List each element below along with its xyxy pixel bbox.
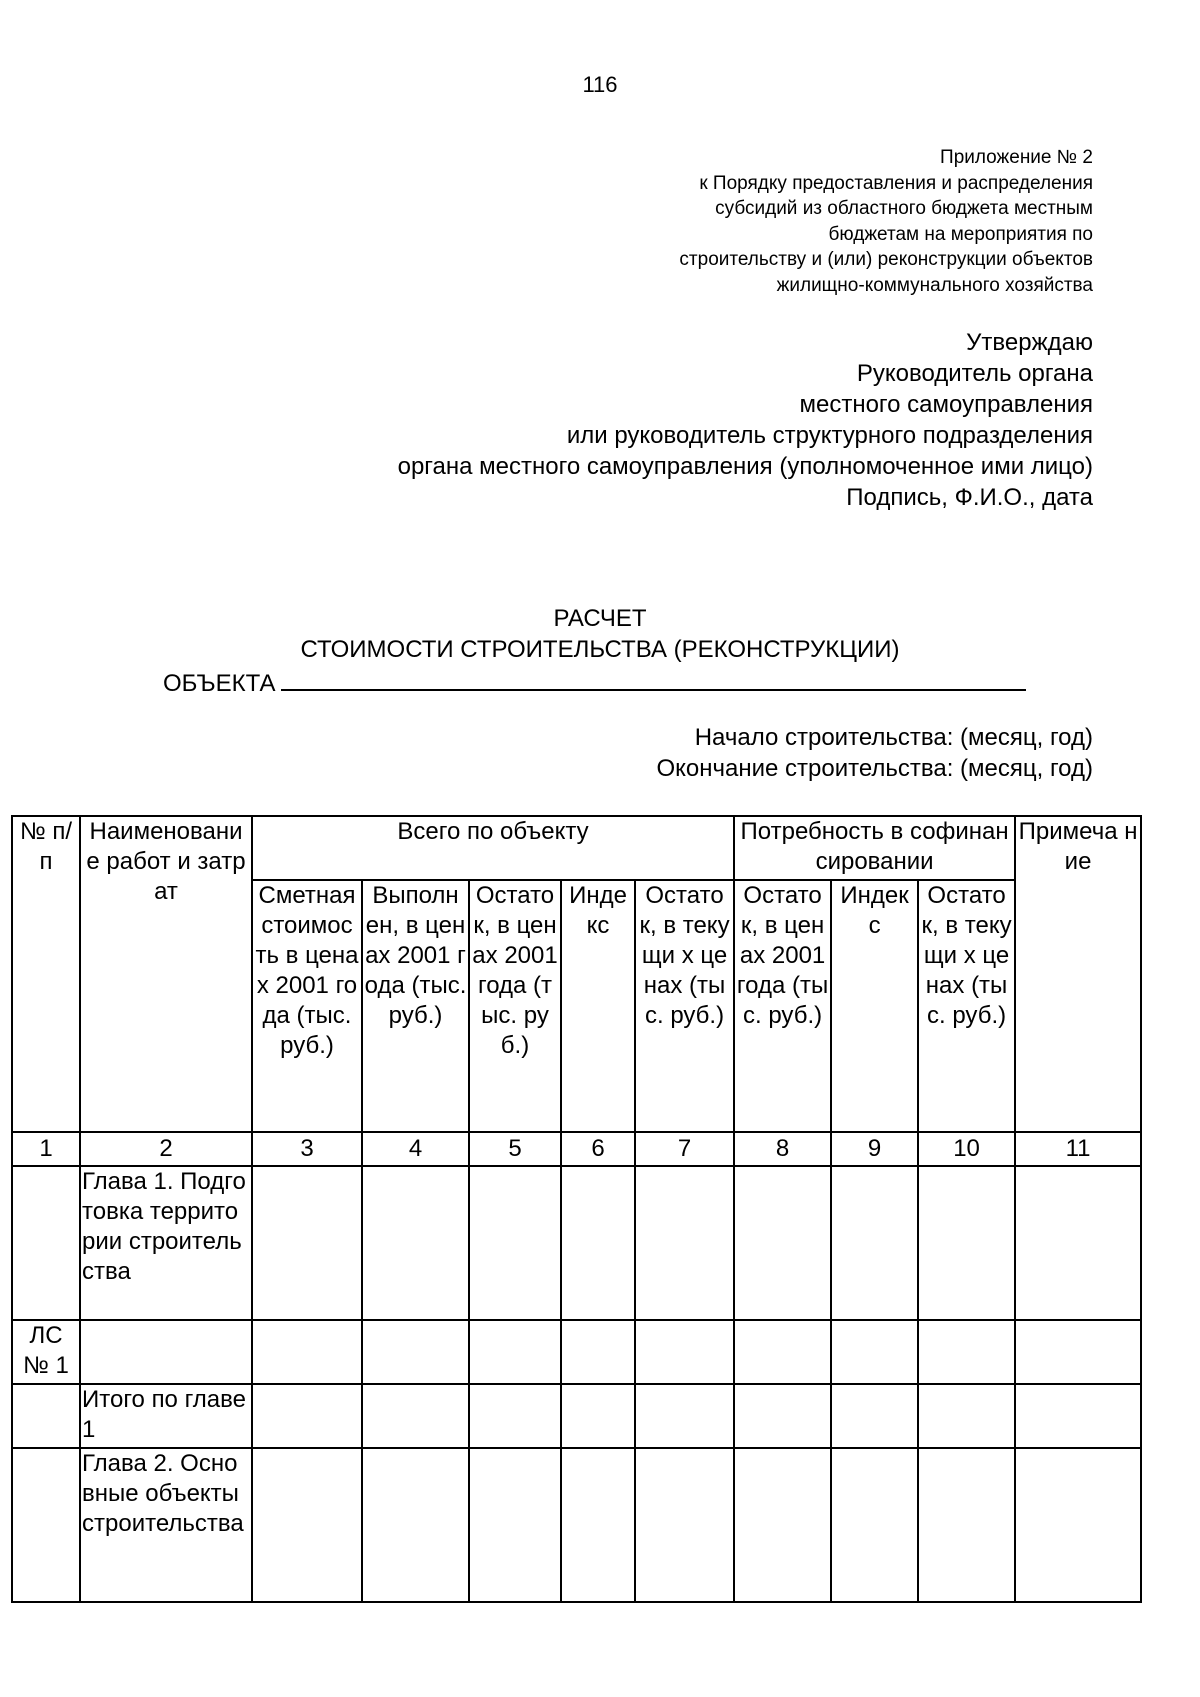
empty-cell <box>635 1384 734 1448</box>
empty-cell <box>918 1320 1015 1384</box>
empty-cell <box>831 1448 918 1602</box>
empty-cell <box>469 1384 561 1448</box>
empty-cell <box>252 1384 362 1448</box>
approval-line: или руководитель структурного подразделения <box>566 422 1093 449</box>
header-num: № п/п <box>12 816 80 1132</box>
column-number: 2 <box>80 1132 252 1166</box>
empty-cell <box>469 1448 561 1602</box>
row-name: Глава 1. Подготовка территории строительства <box>80 1166 252 1320</box>
approval-line: Подпись, Ф.И.О., дата <box>846 484 1093 511</box>
start-date: Начало строительства: (месяц, год) <box>694 724 1093 751</box>
empty-cell <box>252 1320 362 1384</box>
approval-line: Руководитель органа <box>856 360 1093 387</box>
approval-line: местного самоуправления <box>799 391 1093 418</box>
page-number: 116 <box>582 72 618 97</box>
empty-cell <box>635 1448 734 1602</box>
empty-cell <box>561 1166 635 1320</box>
header-note: Примеча ние <box>1015 816 1141 1132</box>
column-number: 8 <box>734 1132 831 1166</box>
object-label: ОБЪЕКТА <box>163 670 276 697</box>
column-number: 3 <box>252 1132 362 1166</box>
column-number: 4 <box>362 1132 469 1166</box>
object-field <box>163 665 1026 699</box>
column-number: 6 <box>561 1132 635 1166</box>
row-name: Итого по главе 1 <box>80 1384 252 1448</box>
empty-cell <box>1015 1384 1141 1448</box>
empty-cell <box>1015 1166 1141 1320</box>
row-name: Глава 2. Основные объекты строительства <box>80 1448 252 1602</box>
empty-cell <box>362 1166 469 1320</box>
header-c4: Выполн ен, в ценах 2001 года (тыс. руб.) <box>362 880 469 1132</box>
appendix-line: Приложение № 2 <box>940 147 1093 168</box>
approval-line: Утверждаю <box>966 329 1093 356</box>
title-line-1: РАСЧЕТ <box>553 605 647 632</box>
empty-cell <box>561 1384 635 1448</box>
empty-cell <box>831 1320 918 1384</box>
column-number: 10 <box>918 1132 1015 1166</box>
table-row <box>12 1166 1141 1320</box>
row-num <box>12 1166 80 1320</box>
row-num <box>12 1448 80 1602</box>
row-num: ЛС № 1 <box>12 1320 80 1384</box>
table-row <box>12 1320 1141 1384</box>
empty-cell <box>1015 1320 1141 1384</box>
appendix-line: к Порядку предоставления и распределения <box>699 172 1093 194</box>
header-cofin-group: Потребность в софинансировании <box>734 816 1015 880</box>
column-number-row <box>12 1132 1141 1166</box>
construction-dates <box>656 722 1093 784</box>
approval-block <box>398 327 1093 513</box>
header-name: Наименовани е работ и затрат <box>80 816 252 1132</box>
column-number: 7 <box>635 1132 734 1166</box>
empty-cell <box>734 1384 831 1448</box>
empty-cell <box>831 1166 918 1320</box>
document-title <box>0 603 1200 665</box>
row-num <box>12 1384 80 1448</box>
empty-cell <box>918 1448 1015 1602</box>
column-number: 1 <box>12 1132 80 1166</box>
empty-cell <box>734 1166 831 1320</box>
empty-cell <box>469 1320 561 1384</box>
header-c8: Остато к, в ценах 2001 года (тыс. руб.) <box>734 880 831 1132</box>
empty-cell <box>635 1166 734 1320</box>
appendix-block <box>679 145 1093 298</box>
header-c10: Остато к, в текущи х ценах (тыс. руб.) <box>918 880 1015 1132</box>
table-row <box>12 1448 1141 1602</box>
header-c6: Инде кс <box>561 880 635 1132</box>
column-number: 5 <box>469 1132 561 1166</box>
empty-cell <box>252 1448 362 1602</box>
empty-cell <box>362 1384 469 1448</box>
empty-cell <box>635 1320 734 1384</box>
empty-cell <box>362 1448 469 1602</box>
empty-cell <box>734 1320 831 1384</box>
header-c3: Сметная стоимос ть в ценах 2001 года (тыс. руб.) <box>252 880 362 1132</box>
empty-cell <box>734 1448 831 1602</box>
end-date: Окончание строительства: (месяц, год) <box>656 755 1093 782</box>
header-c7: Остато к, в текущи х ценах (тыс. руб.) <box>635 880 734 1132</box>
table-row <box>12 1384 1141 1448</box>
empty-cell <box>918 1384 1015 1448</box>
appendix-line: строительству и (или) реконструкции объектов <box>679 249 1093 270</box>
row-name <box>80 1320 252 1384</box>
empty-cell <box>362 1320 469 1384</box>
approval-line: органа местного самоуправления (уполномоченное ими лицо) <box>397 453 1093 480</box>
object-blank-line <box>281 665 1026 691</box>
empty-cell <box>469 1166 561 1320</box>
appendix-line: субсидий из областного бюджета местным <box>715 198 1093 219</box>
column-number: 9 <box>831 1132 918 1166</box>
header-c5: Остато к, в ценах 2001 года (тыс. руб.) <box>469 880 561 1132</box>
cost-table <box>11 815 1142 1603</box>
appendix-line: бюджетам на мероприятия по <box>828 223 1093 245</box>
empty-cell <box>1015 1448 1141 1602</box>
empty-cell <box>561 1320 635 1384</box>
title-line-2: СТОИМОСТИ СТРОИТЕЛЬСТВА (РЕКОНСТРУКЦИИ) <box>300 636 900 663</box>
empty-cell <box>252 1166 362 1320</box>
empty-cell <box>918 1166 1015 1320</box>
header-total-group: Всего по объекту <box>252 816 734 880</box>
empty-cell <box>831 1384 918 1448</box>
column-number: 11 <box>1015 1132 1141 1166</box>
appendix-line: жилищно-коммунального хозяйства <box>776 274 1093 296</box>
header-row-1 <box>12 816 1141 880</box>
header-c9: Индек с <box>831 880 918 1132</box>
empty-cell <box>561 1448 635 1602</box>
